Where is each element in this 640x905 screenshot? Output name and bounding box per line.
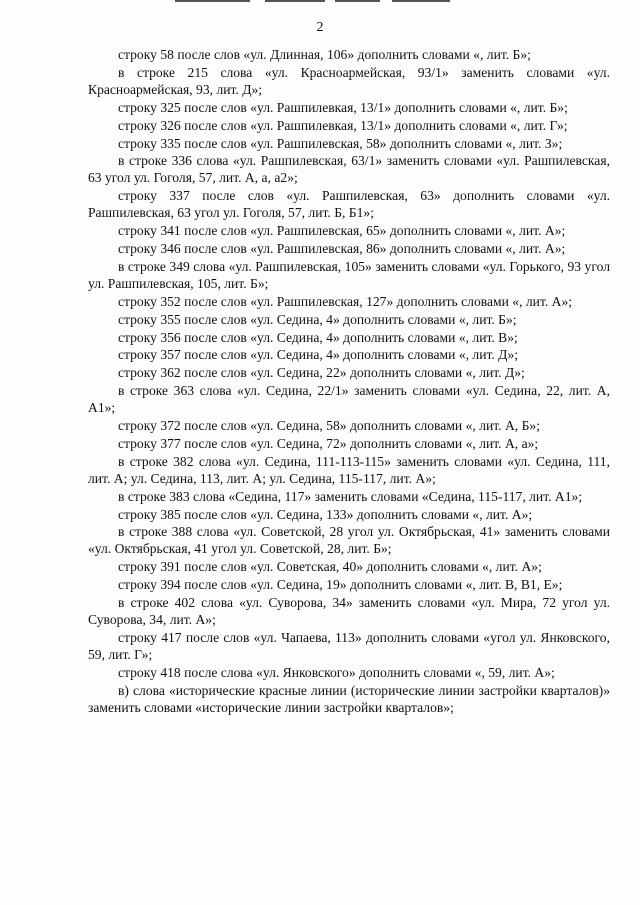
paragraph: строку 352 после слов «ул. Рашпилевская, 127» дополнить словами «, лит. А»; xyxy=(118,293,573,309)
paragraph: строку 326 после слов «ул. Рашпилевкая, 13/1» дополнить словами «, лит. Г»; xyxy=(118,117,568,133)
paragraph: в) слова «исторические красные линии (исторические линии застройки кварталов)» заменить словами «исторические линии застройки кварталов»; xyxy=(88,682,610,715)
paragraph: в строке 382 слова «ул. Седина, 111-113-115» заменить словами «ул. Седина, 111, лит. А; ул. Седина, 113, лит. А; ул. Седина, 115-117, лит. А»; xyxy=(88,453,610,486)
paragraph: в строке 336 слова «ул. Рашпилевская, 63/1» заменить словами «ул. Рашпилевская, 63 угол ул. Гоголя, 57, лит. А, а, а2»; xyxy=(88,153,610,186)
scan-edge-mark xyxy=(335,0,380,2)
paragraph: строку 335 после слов «ул. Рашпилевская, 58» дополнить словами «, лит. З»; xyxy=(118,135,563,151)
paragraph: строку 394 после слов «ул. Седина, 19» дополнить словами «, лит. В, В1, Е»; xyxy=(118,577,563,593)
scan-edge-mark xyxy=(265,0,325,2)
scan-edge-mark xyxy=(175,0,250,2)
paragraph: строку 418 после слова «ул. Янковского» дополнить словами «, 59, лит. А»; xyxy=(118,664,555,680)
paragraph: строку 346 после слов «ул. Рашпилевская, 86» дополнить словами «, лит. А»; xyxy=(118,240,566,256)
paragraph: строку 417 после слов «ул. Чапаева, 113» дополнить словами «угол ул. Янковского, 59, лит. Г»; xyxy=(88,629,610,662)
paragraph: строку 385 после слов «ул. Седина, 133» дополнить словами «, лит. А»; xyxy=(118,506,533,522)
paragraph: строку 356 после слов «ул. Седина, 4» дополнить словами «, лит. В»; xyxy=(118,329,518,345)
paragraph: в строке 402 слова «ул. Суворова, 34» заменить словами «ул. Мира, 72 угол ул. Суворова, 34, лит. А»; xyxy=(88,595,610,627)
paragraph: строку 325 после слов «ул. Рашпилевкая, 13/1» дополнить словами «, лит. Б»; xyxy=(118,99,568,115)
paragraph: строку 372 после слов «ул. Седина, 58» дополнить словами «, лит. А, Б»; xyxy=(118,418,540,434)
paragraph: строку 377 после слов «ул. Седина, 72» дополнить словами «, лит. А, а»; xyxy=(118,435,539,451)
paragraph: строку 341 после слов «ул. Рашпилевская, 65» дополнить словами «, лит. А»; xyxy=(118,223,566,239)
paragraph: строку 357 после слов «ул. Седина, 4» дополнить словами «, лит. Д»; xyxy=(118,347,519,363)
paragraph: в строке 215 слова «ул. Красноармейская, 93/1» заменить словами «ул. Красноармейская, 93, лит. Д»; xyxy=(88,64,610,97)
paragraph: в строке 388 слова «ул. Советской, 28 угол ул. Октябрьская, 41» заменить словами «ул. Октябрьская, 41 угол ул. Советской, 28, лит. Б»; xyxy=(88,524,610,557)
scan-edge-mark xyxy=(392,0,450,2)
paragraph: в строке 383 слова «Седина, 117» заменить словами «Седина, 115-117, лит. А1»; xyxy=(118,488,583,504)
page-number: 2 xyxy=(316,20,324,35)
paragraph: строку 337 после слов «ул. Рашпилевская, 63» дополнить словами «ул. Рашпилевская, 63 угол ул. Гоголя, 57, лит. Б, Б1»; xyxy=(88,188,610,221)
paragraph: строку 58 после слов «ул. Длинная, 106» дополнить словами «, лит. Б»; xyxy=(118,47,531,62)
document-body xyxy=(88,47,610,717)
paragraph: строку 355 после слов «ул. Седина, 4» дополнить словами «, лит. Б»; xyxy=(118,311,517,327)
paragraph: в строке 363 слова «ул. Седина, 22/1» заменить словами «ул. Седина, 22, лит. А, А1»; xyxy=(88,383,610,416)
paragraph: строку 391 после слов «ул. Советская, 40» дополнить словами «, лит. А»; xyxy=(118,559,542,575)
paragraph: в строке 349 слова «ул. Рашпилевская, 105» заменить словами «ул. Горького, 93 угол ул. Рашпилевская, 105, лит. Б»; xyxy=(88,258,610,291)
paragraph: строку 362 после слов «ул. Седина, 22» дополнить словами «, лит. Д»; xyxy=(118,365,525,381)
